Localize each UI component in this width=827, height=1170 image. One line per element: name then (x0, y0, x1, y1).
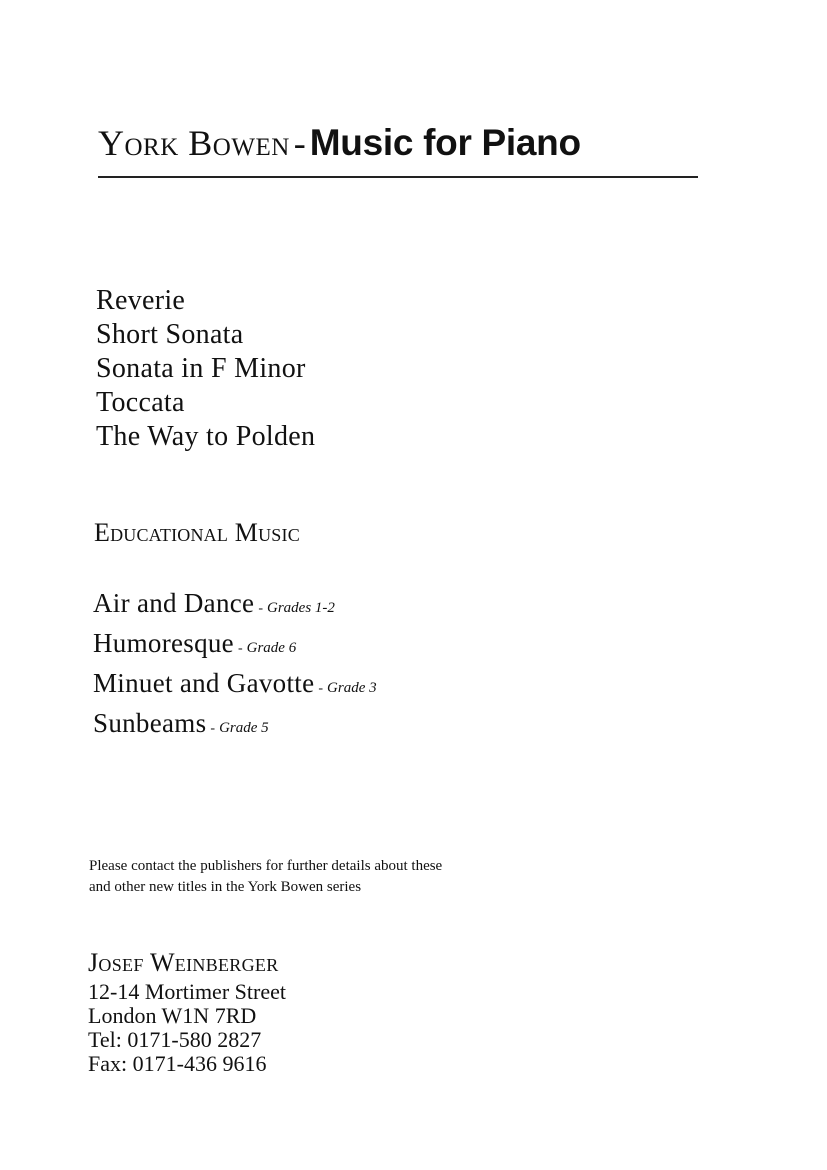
work-item: The Way to Polden (96, 421, 316, 452)
works-list (96, 284, 315, 454)
educational-item (93, 626, 377, 666)
grade-separator: - (210, 721, 216, 736)
work-item: Sonata in F Minor (96, 353, 306, 384)
educational-item (93, 666, 377, 706)
educational-title: Sunbeams (93, 708, 207, 738)
work-item: Short Sonata (96, 319, 244, 350)
work-item: Toccata (96, 387, 185, 418)
contact-note (89, 856, 609, 898)
grade-separator: - (258, 601, 263, 616)
educational-heading: Educational Music (94, 518, 300, 547)
page-header (98, 124, 700, 161)
page-title (98, 124, 700, 161)
publisher-telephone: Tel: 0171-580 2827 (88, 1027, 262, 1052)
educational-list (93, 586, 377, 746)
grade-label: Grade 3 (327, 680, 377, 696)
publisher-name: Josef Weinberger (88, 948, 279, 977)
educational-item (93, 706, 377, 746)
collection-title: Music for Piano (309, 122, 581, 163)
contact-note-line: Please contact the publishers for further details about these (89, 858, 443, 874)
publisher-fax: Fax: 0171-436 9616 (88, 1051, 267, 1076)
contact-note-line: and other new titles in the York Bowen series (89, 879, 362, 895)
educational-item (93, 586, 377, 626)
composer-name: York Bowen (98, 123, 290, 163)
header-divider (98, 176, 698, 178)
title-separator: - (293, 123, 306, 163)
publisher-block (88, 948, 286, 1076)
grade-label: Grade 5 (219, 720, 269, 736)
grade-separator: - (237, 641, 243, 656)
educational-title: Air and Dance (93, 588, 255, 618)
publisher-address-line: 12-14 Mortimer Street (88, 979, 286, 1004)
grade-separator: - (318, 681, 324, 696)
educational-title: Humoresque (93, 628, 234, 658)
grade-label: Grades 1-2 (267, 600, 335, 616)
educational-title: Minuet and Gavotte (93, 668, 315, 698)
grade-label: Grade 6 (246, 640, 297, 656)
work-item: Reverie (96, 285, 186, 316)
publisher-address-line: London W1N 7RD (88, 1003, 257, 1028)
